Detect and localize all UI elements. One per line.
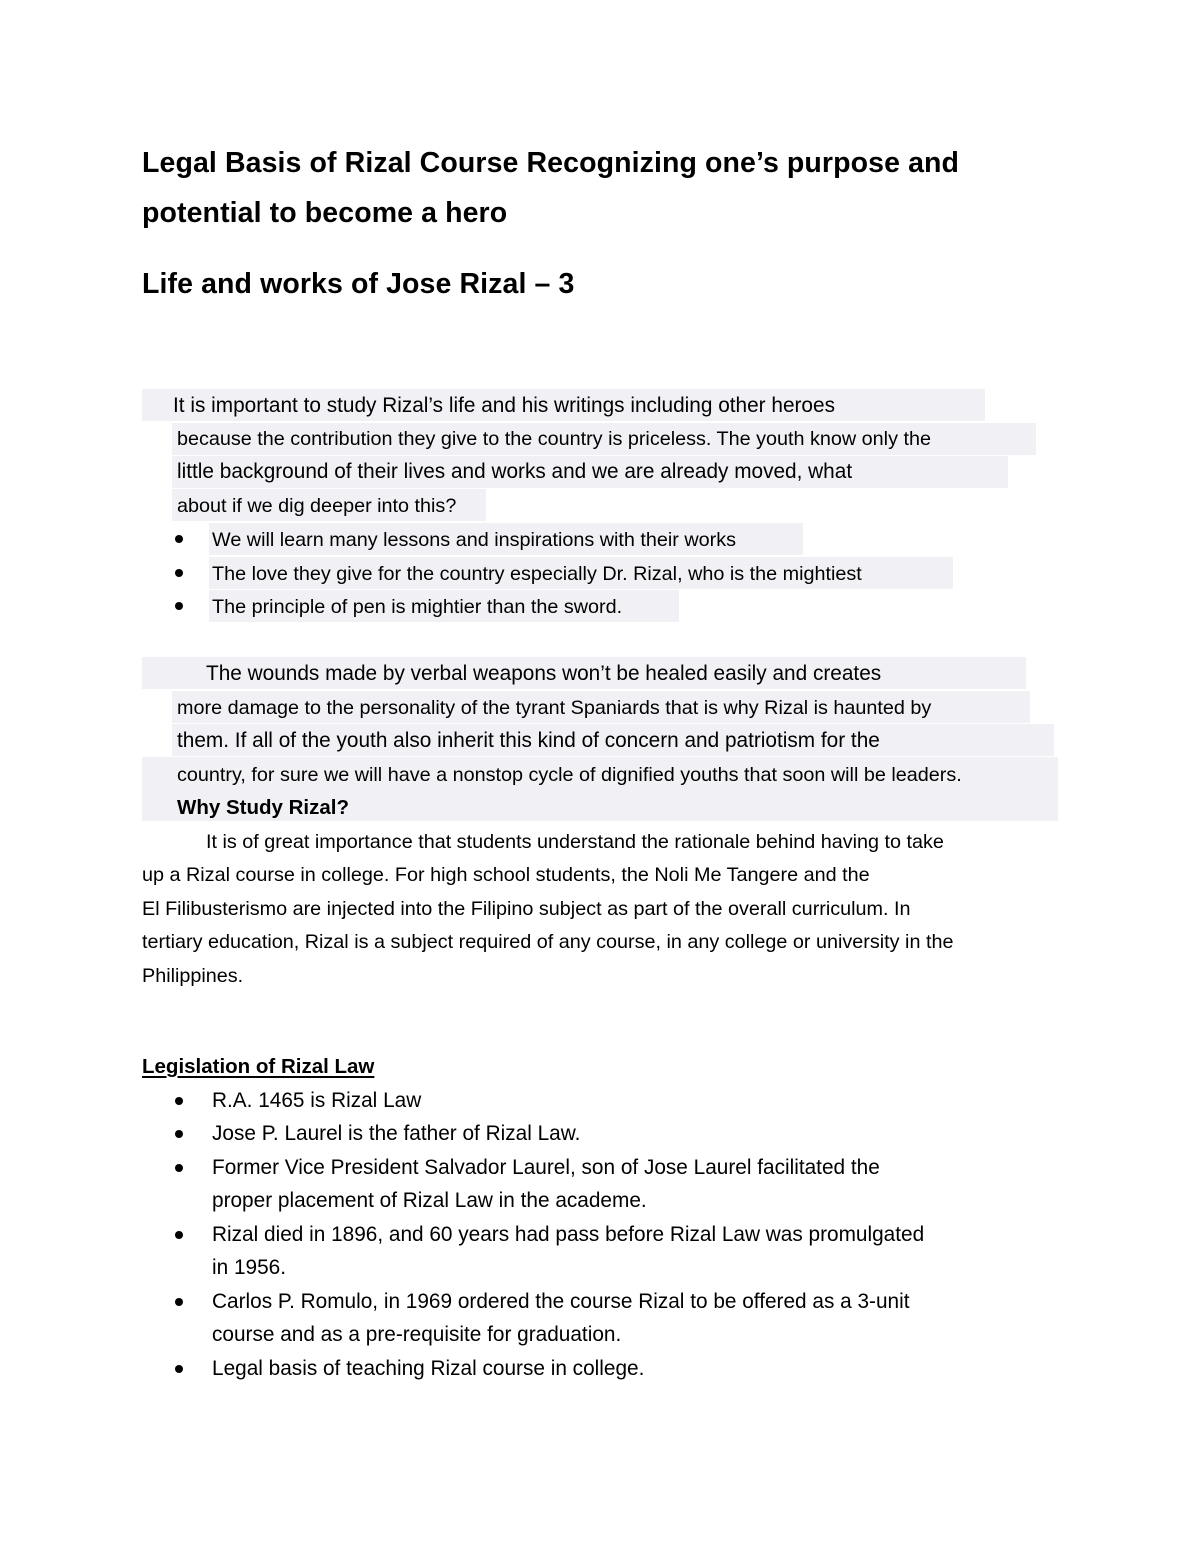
title-line-2: potential to become a hero (142, 197, 508, 229)
section-heading-why-study: Why Study Rizal? (177, 796, 349, 819)
bullet-icon (175, 1130, 183, 1138)
bullet-icon (175, 1365, 183, 1373)
legislation-item-5-cont: course and as a pre-requisite for graduation. (212, 1323, 622, 1346)
section3-line-1: It is of great importance that students understand the rationale behind having to take (206, 831, 944, 853)
section1-line-1: It is important to study Rizal’s life and his writings including other heroes (173, 394, 835, 417)
section2-line-3: them. If all of the youth also inherit this kind of concern and patriotism for the (177, 729, 880, 752)
bullet-icon (175, 1298, 183, 1306)
section1-bullet-2: The love they give for the country especially Dr. Rizal, who is the mightiest (212, 563, 862, 585)
bullet-icon (175, 569, 183, 577)
title-line-1: Legal Basis of Rizal Course Recognizing one’s purpose and (142, 147, 960, 179)
legislation-item-4: Rizal died in 1896, and 60 years had pass before Rizal Law was promulgated (212, 1223, 925, 1246)
section1-bullet-3: The principle of pen is mightier than the sword. (212, 596, 623, 618)
section2-line-2: more damage to the personality of the tyrant Spaniards that is why Rizal is haunted by (177, 697, 932, 719)
section1-line-3: little background of their lives and works and we are already moved, what (177, 460, 853, 483)
legislation-item-4-cont: in 1956. (212, 1256, 287, 1279)
legislation-item-3: Former Vice President Salvador Laurel, son of Jose Laurel facilitated the (212, 1156, 880, 1179)
bullet-icon (175, 602, 183, 610)
section3-line-5: Philippines. (142, 965, 244, 987)
legislation-item-1: R.A. 1465 is Rizal Law (212, 1089, 422, 1112)
section3-line-4: tertiary education, Rizal is a subject required of any course, in any college or university in the (142, 931, 954, 953)
legislation-item-6: Legal basis of teaching Rizal course in college. (212, 1357, 645, 1380)
section2-line-4: country, for sure we will have a nonstop cycle of dignified youths that soon will be leaders. (177, 764, 962, 786)
section1-line-4: about if we dig deeper into this? (177, 495, 457, 517)
bullet-icon (175, 1164, 183, 1172)
bullet-icon (175, 535, 183, 543)
section3-line-2: up a Rizal course in college. For high school students, the Noli Me Tangere and the (142, 864, 870, 886)
section3-line-3: El Filibusterismo are injected into the Filipino subject as part of the overall curriculum. In (142, 898, 911, 920)
section1-bullet-1: We will learn many lessons and inspirations with their works (212, 529, 737, 551)
section1-line-2: because the contribution they give to the country is priceless. The youth know only the (177, 428, 931, 450)
legislation-item-2: Jose P. Laurel is the father of Rizal Law. (212, 1122, 581, 1145)
section-heading-legislation: Legislation of Rizal Law (142, 1055, 375, 1078)
bullet-icon (175, 1231, 183, 1239)
legislation-item-3-cont: proper placement of Rizal Law in the academe. (212, 1189, 647, 1212)
bullet-icon (175, 1097, 183, 1105)
legislation-item-5: Carlos P. Romulo, in 1969 ordered the course Rizal to be offered as a 3-unit (212, 1290, 910, 1313)
section2-line-1: The wounds made by verbal weapons won’t be healed easily and creates (206, 662, 882, 685)
subtitle: Life and works of Jose Rizal – 3 (142, 268, 575, 300)
